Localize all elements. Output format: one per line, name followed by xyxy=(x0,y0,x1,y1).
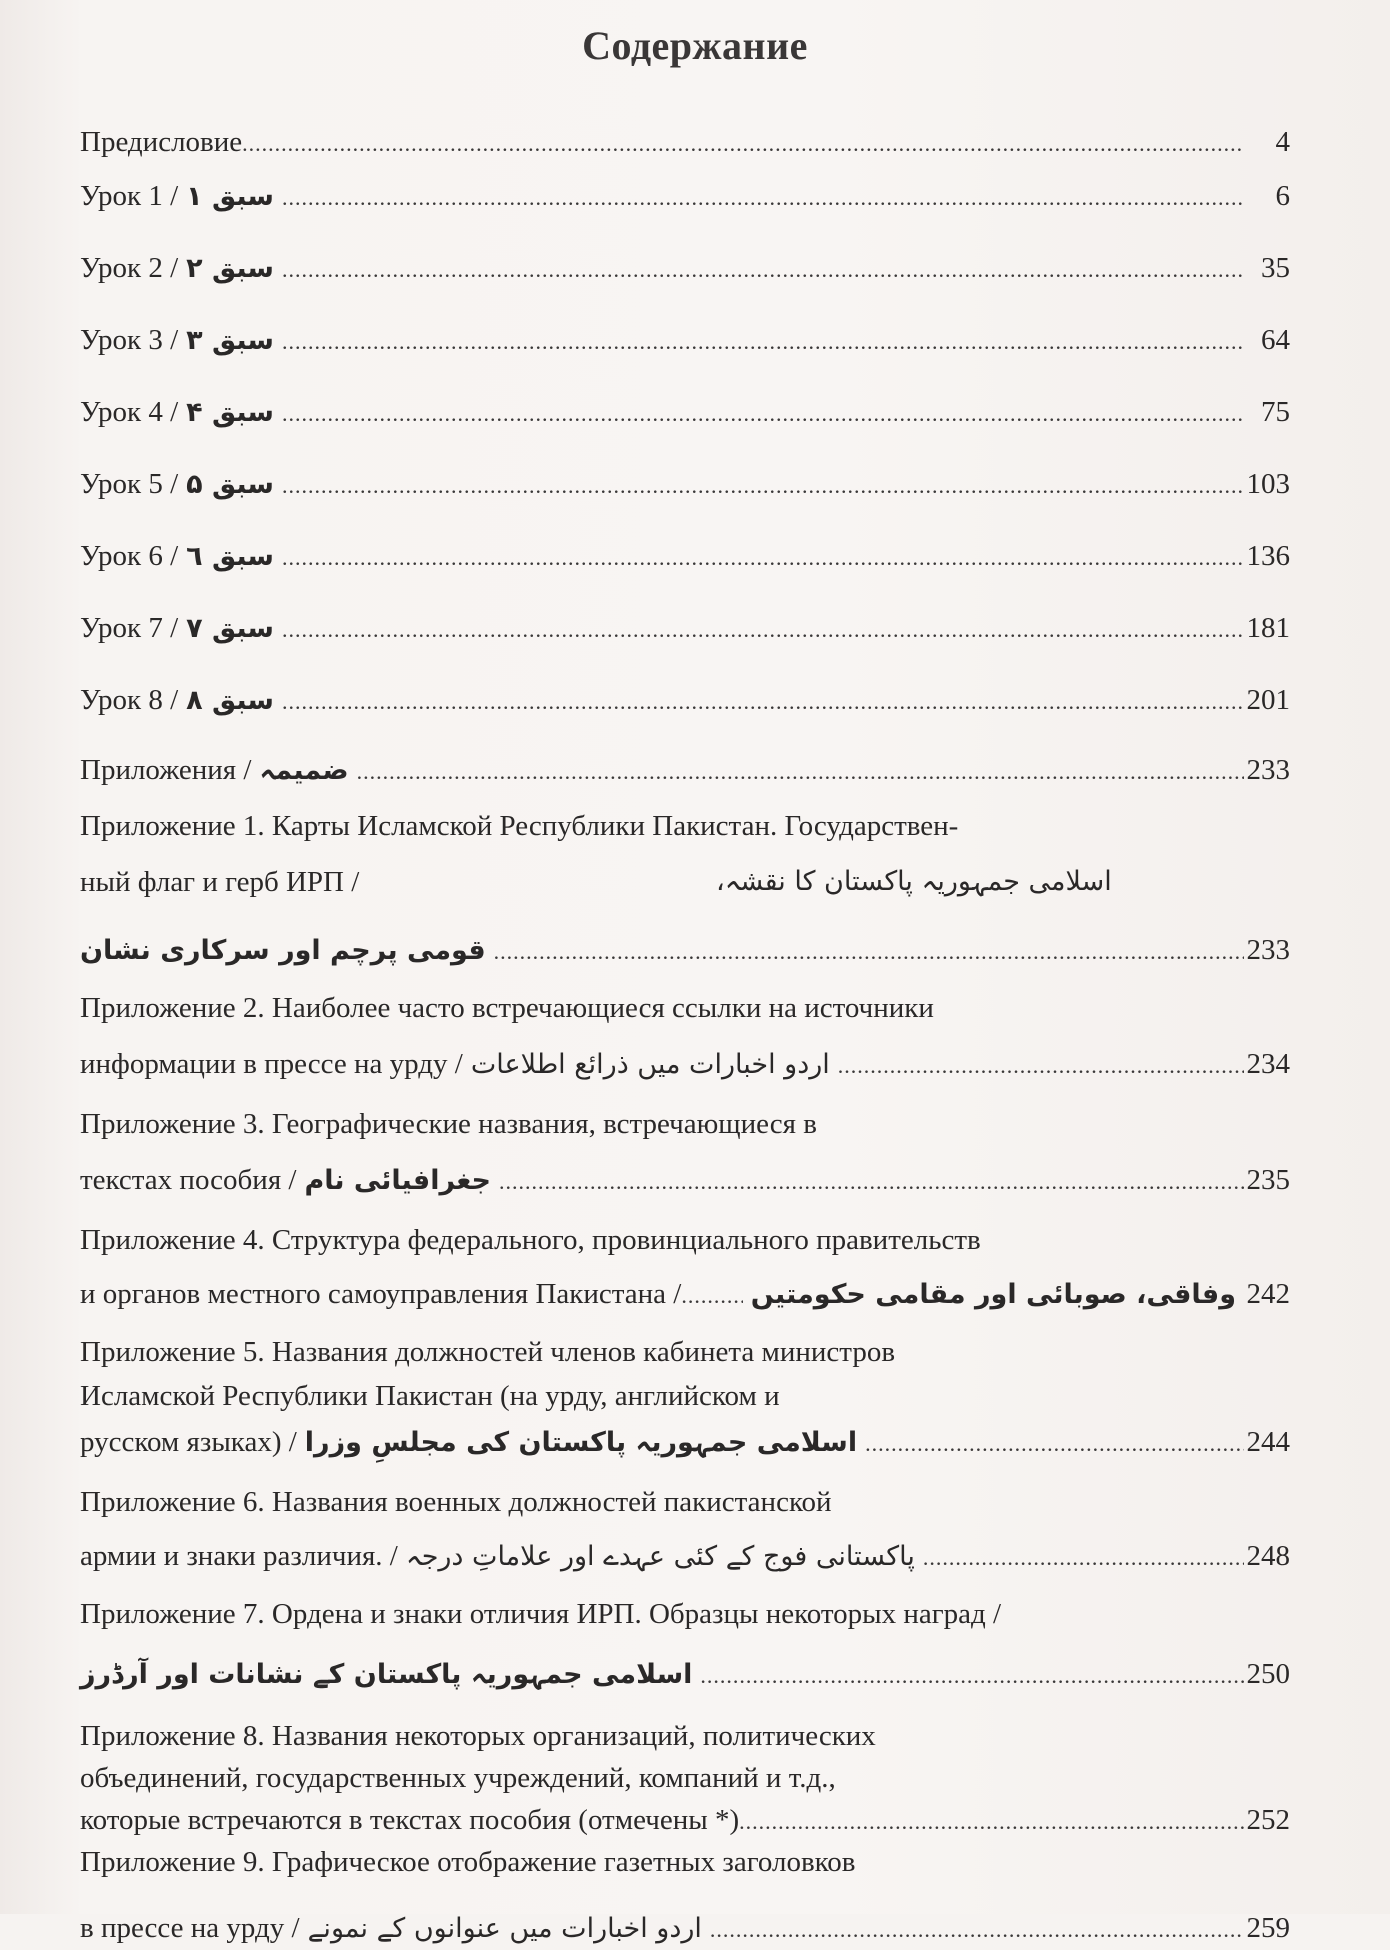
toc-entry-label: русском языках) / xyxy=(80,1426,297,1458)
toc-entry-urdu: ضمیمہ xyxy=(259,755,349,786)
toc-page-number: 244 xyxy=(1246,1426,1290,1458)
toc-page-number: 201 xyxy=(1246,684,1290,716)
toc-entry-appendix-1-line-3 xyxy=(80,930,1290,970)
toc-page-number: 75 xyxy=(1261,396,1290,428)
toc-page-number: 252 xyxy=(1246,1804,1290,1836)
toc-page-number: 233 xyxy=(1246,754,1290,786)
toc-entry-label: Предисловие xyxy=(80,126,243,158)
toc-entry-appendix-5-line-1: Приложение 5. Названия должностей членов кабинета министров xyxy=(80,1336,896,1368)
leader-dots xyxy=(681,1276,742,1316)
toc-entry-urdu: سبق ۱ xyxy=(186,181,274,212)
leader-dots xyxy=(357,752,1244,792)
toc-entry-appendix-4-line-2 xyxy=(80,1274,1290,1314)
leader-dots xyxy=(865,1424,1244,1464)
leader-dots xyxy=(838,1046,1244,1086)
toc-entry-lesson-8 xyxy=(80,680,1290,720)
leader-dots xyxy=(923,1538,1244,1578)
toc-entry-appendix-6-line-2 xyxy=(80,1536,1290,1576)
toc-entry-label: текстах пособия / xyxy=(80,1164,297,1196)
toc-entry-urdu: اسلامی جمہوریہ پاکستان کی مجلسِ وزرا xyxy=(304,1427,858,1458)
toc-entry-label: Урок 8 / xyxy=(80,684,179,716)
leader-dots xyxy=(282,610,1244,650)
leader-dots xyxy=(499,1162,1244,1202)
toc-page-number: 35 xyxy=(1261,252,1290,284)
toc-entry-urdu: وفاقی، صوبائی اور مقامی حکومتیں xyxy=(750,1279,1236,1310)
toc-page-number: 4 xyxy=(1275,126,1290,158)
toc-entry-appendix-9-line-2 xyxy=(80,1908,1290,1948)
toc-entry-label: и органов местного самоуправления Пакистана / xyxy=(80,1278,682,1310)
toc-entry-label: ный флаг и герб ИРП / xyxy=(80,866,360,898)
toc-entry-appendix-7-line-2 xyxy=(80,1654,1290,1694)
toc-entry-urdu: اسلامی جمہوریہ پاکستان کا نقشہ، xyxy=(716,866,1112,897)
toc-entry-appendix-4-line-1: Приложение 4. Структура федерального, провинциального правительств xyxy=(80,1224,981,1256)
leader-dots xyxy=(494,932,1244,972)
toc-entry-label: Урок 2 / xyxy=(80,252,179,284)
toc-entry-label: информации в прессе на урду / xyxy=(80,1048,463,1080)
toc-entry-label: Урок 1 / xyxy=(80,180,179,212)
toc-entry-urdu: قومی پرچم اور سرکاری نشان xyxy=(80,935,486,966)
toc-page-number: 181 xyxy=(1246,612,1290,644)
toc-entry-appendix-5-line-2: Исламской Республики Пакистан (на урду, английском и xyxy=(80,1380,780,1412)
leader-dots xyxy=(242,124,1244,164)
toc-page-number: 136 xyxy=(1246,540,1290,572)
toc-page-number: 242 xyxy=(1246,1278,1290,1310)
toc-entry-urdu: جغرافیائی نام xyxy=(304,1165,491,1196)
toc-page-number: 235 xyxy=(1246,1164,1290,1196)
toc-entry-urdu: سبق ۴ xyxy=(186,397,274,428)
leader-dots xyxy=(282,538,1244,578)
toc-page-number: 64 xyxy=(1261,324,1290,356)
toc-entry-appendix-3-line-1: Приложение 3. Географические названия, встречающиеся в xyxy=(80,1108,817,1140)
toc-entry-label: Урок 7 / xyxy=(80,612,179,644)
toc-entry-label: Урок 4 / xyxy=(80,396,179,428)
leader-dots xyxy=(282,394,1244,434)
page-title: Содержание xyxy=(582,23,808,68)
toc-entry-appendix-7-line-1: Приложение 7. Ордена и знаки отличия ИРП. Образцы некоторых наград / xyxy=(80,1598,1002,1630)
toc-page-number: 250 xyxy=(1246,1658,1290,1690)
toc-entry-appendices xyxy=(80,750,1290,790)
toc-page-number: 103 xyxy=(1246,468,1290,500)
toc-entry-urdu: سبق ٦ xyxy=(186,541,274,572)
leader-dots xyxy=(282,466,1244,506)
toc-entry-lesson-5 xyxy=(80,464,1290,504)
leader-dots xyxy=(282,250,1244,290)
toc-entry-label: Приложения / xyxy=(80,754,252,786)
toc-entry-urdu: سبق ۳ xyxy=(186,325,274,356)
toc-entry-appendix-8-line-1: Приложение 8. Названия некоторых организаций, политических xyxy=(80,1720,876,1752)
leader-dots xyxy=(700,1656,1244,1696)
toc-entry-label: Урок 3 / xyxy=(80,324,179,356)
toc-page-number: 233 xyxy=(1246,934,1290,966)
toc-page-number: 6 xyxy=(1275,180,1290,212)
toc-entry-urdu: سبق ۸ xyxy=(186,685,274,716)
toc-entry-urdu: اردو اخبارات میں عنوانوں کے نمونے xyxy=(307,1913,702,1944)
toc-entry-urdu: سبق ۲ xyxy=(186,253,274,284)
toc-entry-preface xyxy=(80,122,1290,162)
leader-dots xyxy=(282,682,1244,722)
toc-entry-appendix-6-line-1: Приложение 6. Названия военных должностей пакистанской xyxy=(80,1486,832,1518)
toc-entry-appendix-1-line-1: Приложение 1. Карты Исламской Республики Пакистан. Государствен- xyxy=(80,810,959,842)
toc-entry-appendix-1-line-2 xyxy=(80,862,1290,902)
toc-entry-label: армии и знаки различия. / xyxy=(80,1540,398,1572)
toc-entry-label: в прессе на урду / xyxy=(80,1912,300,1944)
leader-dots xyxy=(282,178,1244,218)
leader-dots xyxy=(739,1802,1244,1842)
toc-entry-lesson-7 xyxy=(80,608,1290,648)
toc-entry-appendix-8-line-3 xyxy=(80,1800,1290,1840)
toc-entry-appendix-5-line-3 xyxy=(80,1422,1290,1462)
toc-entry-appendix-9-line-1: Приложение 9. Графическое отображение газетных заголовков xyxy=(80,1846,856,1878)
toc-entry-urdu: پاکستانی فوج کے کئی عہدے اور علاماتِ درجہ xyxy=(405,1541,915,1572)
toc-entry-appendix-2-line-2 xyxy=(80,1044,1290,1084)
toc-entry-appendix-2-line-1: Приложение 2. Наиболее часто встречающиеся ссылки на источники xyxy=(80,992,934,1024)
leader-dots xyxy=(710,1910,1244,1950)
toc-entry-urdu: سبق ۷ xyxy=(186,613,274,644)
toc-entry-lesson-3 xyxy=(80,320,1290,360)
toc-entry-lesson-4 xyxy=(80,392,1290,432)
toc-entry-urdu: اسلامی جمہوریہ پاکستان کے نشانات اور آرڈرز xyxy=(80,1659,693,1690)
toc-entry-lesson-6 xyxy=(80,536,1290,576)
toc-entry-lesson-1 xyxy=(80,176,1290,216)
toc-entry-appendix-8-line-2: объединений, государственных учреждений, компаний и т.д., xyxy=(80,1762,836,1794)
toc-entry-label: которые встречаются в текстах пособия (отмечены *) xyxy=(80,1804,740,1836)
toc-entry-lesson-2 xyxy=(80,248,1290,288)
toc-entry-urdu: سبق ۵ xyxy=(186,469,274,500)
toc-entry-appendix-3-line-2 xyxy=(80,1160,1290,1200)
toc-page-number: 234 xyxy=(1246,1048,1290,1080)
toc-page-number: 248 xyxy=(1246,1540,1290,1572)
toc-entry-label: Урок 5 / xyxy=(80,468,179,500)
leader-dots xyxy=(282,322,1244,362)
toc-page-number: 259 xyxy=(1246,1912,1290,1944)
toc-entry-label: Урок 6 / xyxy=(80,540,179,572)
toc-entry-urdu: اردو اخبارات میں ذرائع اطلاعات xyxy=(470,1049,830,1080)
